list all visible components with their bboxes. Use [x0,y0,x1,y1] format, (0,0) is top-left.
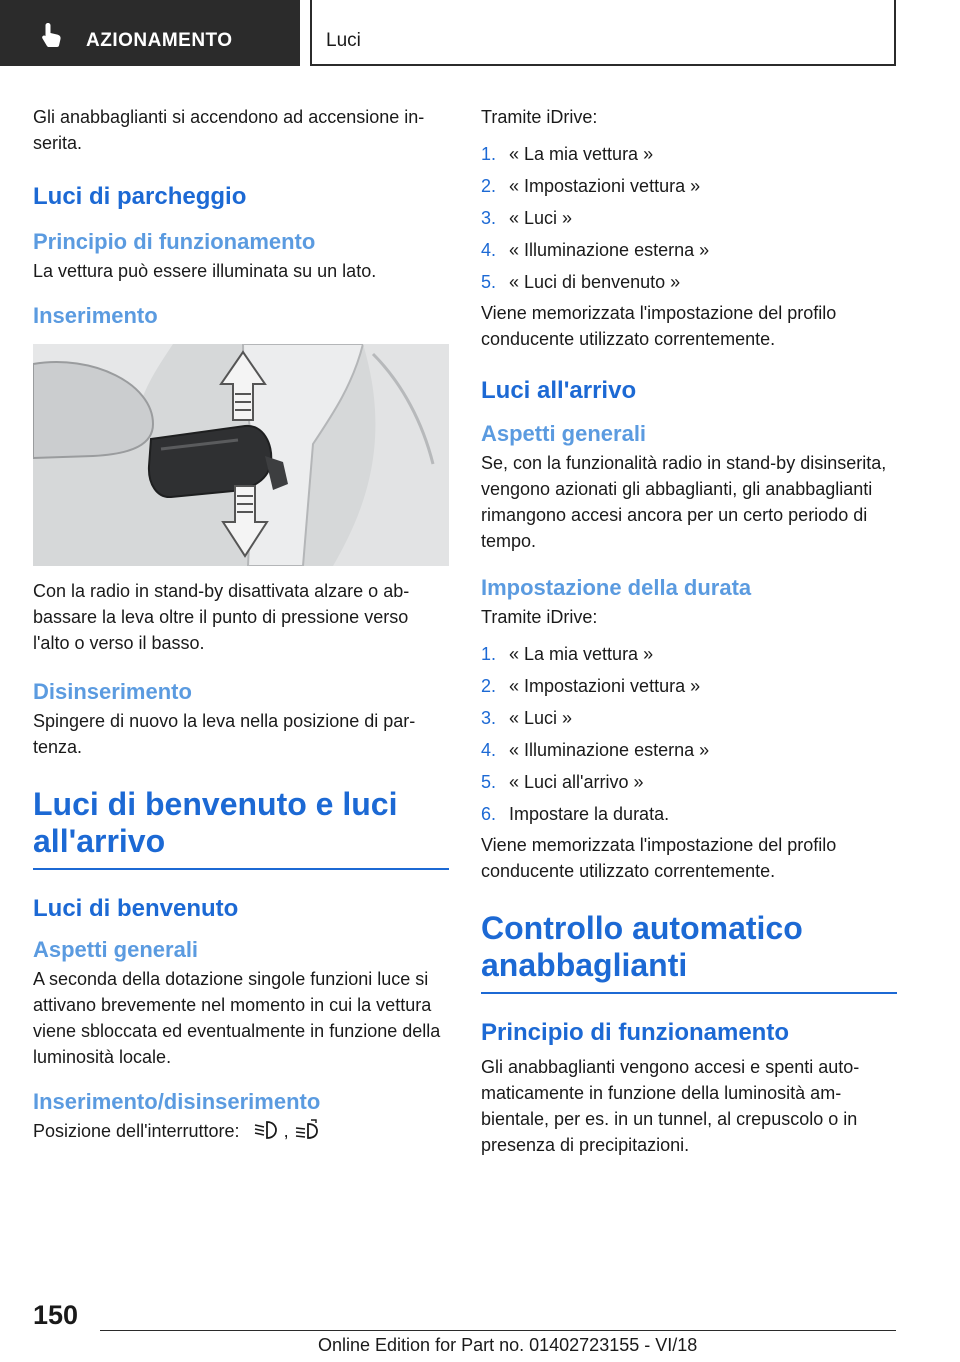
section-tab [0,0,300,66]
idrive-label-2: Tramite iDrive: [481,607,598,627]
chapter-tab [310,0,896,66]
arrival-text: Se, con la funzionalità radio in stand-by disinserita, vengono azionati gli abbaglianti, gli anabbaglianti rimangono accesi ancora per un certo periodo di tempo. [481,453,887,551]
idrive-label-1: Tramite iDrive: [481,107,598,127]
switch-position-line [33,1118,449,1144]
general-aspects-text: A seconda della dotazione singole funzioni luce si attivano brevemente nel momento in cui la vettura viene sbloccata ed eventualmente in funzione della luminosità locale. [33,969,441,1067]
onoff-heading: Inserimento/disinserimento [33,1089,321,1114]
welcome-lights-heading-block [33,786,449,870]
auto-lowbeam-heading: Controllo automatico anabbaglianti [481,910,803,983]
switch-position-text: Posizione dell'interruttore: [33,1121,240,1141]
arrival-general-heading: Aspetti generali [481,421,647,446]
switch-separator: , [283,1121,289,1141]
hand-pointer-icon [40,22,64,48]
switch-on-heading: Inserimento [33,303,158,328]
list-item: 2. « Impostazioni vettura » [481,676,701,696]
switch-on-text: Con la radio in stand-by disattivata alzare o abbassare la leva oltre il punto di pressione verso l'alto o verso il basso. [33,581,410,653]
footer-divider [100,1330,896,1331]
lever-drawing [33,344,449,566]
intro-text: Gli anabbaglianti si accendono ad accensione inserita. [33,107,425,153]
list-item: 5. « Luci di benvenuto » [481,272,681,292]
auto-principle-text: Gli anabbaglianti vengono accesi e spenti automaticamente in funzione della luminosità ambientale, per es. in un tunnel, al crepuscolo o in presenza di precipitazioni. [481,1057,860,1155]
auto-principle-heading: Principio di funzionamento [481,1019,789,1046]
list-item: 1. « La mia vettura » [481,644,654,664]
list-item: 4. « Illuminazione esterna » [481,240,710,260]
list-item: 6. Impostare la durata. [481,804,670,824]
low-beam-icon [253,1119,279,1141]
right-column [481,104,897,1158]
welcome-steps-list [481,138,897,298]
auto-lowbeam-heading-block [481,910,897,994]
list-item: 2. « Impostazioni vettura » [481,176,701,196]
stored-note-1: Viene memorizzata l'impostazione del profilo conducente utilizzato correntemente. [481,303,837,349]
left-column [33,104,449,1144]
welcome-lights-subheading: Luci di benvenuto [33,895,239,922]
duration-heading: Impostazione della durata [481,575,752,600]
auto-headlight-icon [294,1119,320,1141]
parking-lights-heading: Luci di parcheggio [33,183,247,210]
switch-off-text: Spingere di nuovo la leva nella posizione di partenza. [33,711,416,757]
turn-signal-lever-illustration [33,344,449,566]
list-item: 3. « Luci » [481,708,573,728]
page-number: 150 [33,1300,79,1330]
principle-text: La vettura può essere illuminata su un lato. [33,261,377,281]
section-label: AZIONAMENTO [86,30,233,51]
list-item: 1. « La mia vettura » [481,144,654,164]
list-item: 4. « Illuminazione esterna » [481,740,710,760]
edition-info: Online Edition for Part no. 01402723155 - VI/18 [318,1335,698,1355]
list-item: 3. « Luci » [481,208,573,228]
chapter-label: Luci [326,30,361,51]
general-aspects-heading: Aspetti generali [33,937,199,962]
principle-heading: Principio di funzionamento [33,229,316,254]
duration-steps-list [481,638,897,830]
welcome-lights-heading: Luci di benvenuto e luci all'arrivo [33,786,398,859]
stored-note-2: Viene memorizzata l'impostazione del profilo conducente utilizzato correntemente. [481,835,837,881]
switch-off-heading: Disinserimento [33,679,192,704]
list-item: 5. « Luci all'arrivo » [481,772,644,792]
arrival-lights-heading: Luci all'arrivo [481,377,637,404]
